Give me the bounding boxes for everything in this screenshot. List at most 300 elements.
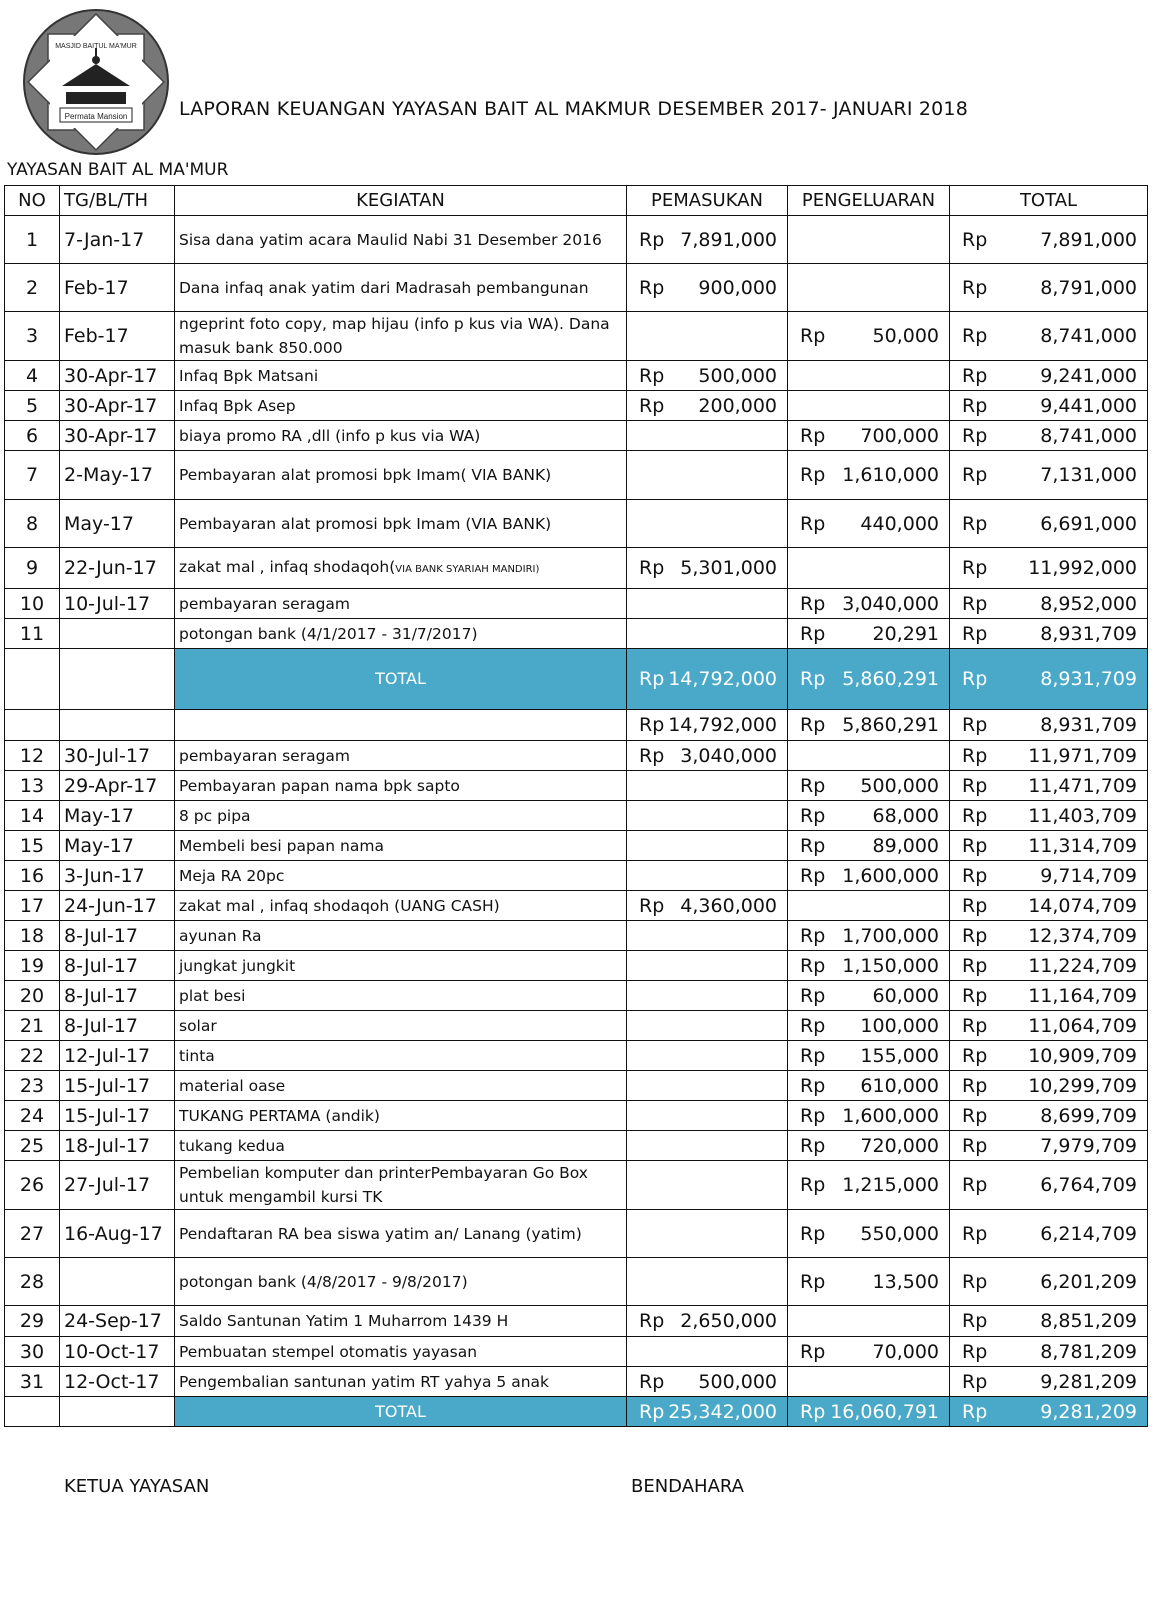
row-date: 8-Jul-17 xyxy=(60,921,175,951)
row-income-amount xyxy=(631,1401,783,1423)
currency-label: Rp xyxy=(639,894,665,917)
row-expense-amount xyxy=(792,593,945,615)
row-number: 11 xyxy=(5,619,60,649)
table-row xyxy=(5,1071,1148,1101)
amount-value: 610,000 xyxy=(860,1074,939,1097)
currency-label: Rp xyxy=(800,1174,826,1196)
row-income-amount xyxy=(631,557,783,579)
row-number: 7 xyxy=(5,451,60,500)
row-expense xyxy=(788,619,950,649)
amount-value: 11,164,709 xyxy=(1028,984,1137,1007)
row-date: 30-Apr-17 xyxy=(60,361,175,391)
table-row xyxy=(5,1011,1148,1041)
row-expense-amount xyxy=(792,1223,945,1245)
table-row xyxy=(5,951,1148,981)
row-total-amount xyxy=(954,464,1143,486)
row-expense xyxy=(788,891,950,921)
currency-label: Rp xyxy=(962,1044,988,1067)
row-income xyxy=(627,589,788,619)
activity-text: Pendaftaran RA bea siswa yatim an/ Lanang (yatim) xyxy=(179,1224,582,1243)
activity-text: pembayaran seragam xyxy=(179,746,351,765)
row-date: 8-Jul-17 xyxy=(60,951,175,981)
amount-value: 8,931,709 xyxy=(1040,622,1137,645)
row-number: 30 xyxy=(5,1337,60,1367)
amount-value: 1,150,000 xyxy=(842,954,939,977)
row-income xyxy=(627,216,788,264)
row-total xyxy=(950,1258,1148,1306)
row-activity xyxy=(175,421,627,451)
row-activity xyxy=(175,391,627,421)
row-number: 19 xyxy=(5,951,60,981)
amount-value: 11,064,709 xyxy=(1028,1014,1137,1037)
amount-value: 9,281,209 xyxy=(1040,1400,1137,1423)
activity-text: Membeli besi papan nama xyxy=(179,836,384,855)
row-income xyxy=(627,1071,788,1101)
row-total xyxy=(950,951,1148,981)
amount-value: 8,791,000 xyxy=(1040,276,1137,299)
row-total xyxy=(950,1397,1148,1427)
row-date: 8-Jul-17 xyxy=(60,1011,175,1041)
currency-label: Rp xyxy=(962,1014,988,1037)
currency-label: Rp xyxy=(962,1400,988,1423)
header-expense: PENGELUARAN xyxy=(788,186,950,216)
currency-label: Rp xyxy=(962,276,988,299)
amount-value: 68,000 xyxy=(872,804,939,827)
table-row xyxy=(5,801,1148,831)
row-total-amount xyxy=(954,865,1143,887)
carried-total-row xyxy=(5,710,1148,741)
row-expense xyxy=(788,1071,950,1101)
amount-value: 8,952,000 xyxy=(1040,592,1137,615)
activity-text: Sisa dana yatim acara Maulid Nabi 31 Desember 2016 xyxy=(179,230,602,249)
row-total xyxy=(950,1101,1148,1131)
row-expense xyxy=(788,1397,950,1427)
row-income xyxy=(627,1337,788,1367)
row-expense-amount xyxy=(792,925,945,947)
header-no: NO xyxy=(5,186,60,216)
activity-text: potongan bank (4/1/2017 - 31/7/2017) xyxy=(179,624,478,643)
activity-text: Infaq Bpk Asep xyxy=(179,396,296,415)
currency-label: Rp xyxy=(962,1104,988,1127)
row-total xyxy=(950,981,1148,1011)
row-total xyxy=(950,1367,1148,1397)
currency-label: Rp xyxy=(962,1370,988,1393)
row-date xyxy=(60,710,175,741)
currency-label: Rp xyxy=(639,1400,665,1423)
chairman-signature-label: KETUA YAYASAN xyxy=(64,1476,210,1497)
row-number: 14 xyxy=(5,801,60,831)
row-income-amount xyxy=(631,229,783,251)
row-date: 24-Sep-17 xyxy=(60,1306,175,1337)
activity-text: Pembayaran alat promosi bpk Imam (VIA BANK) xyxy=(179,514,552,533)
row-income-amount xyxy=(631,1310,783,1332)
currency-label: Rp xyxy=(800,622,826,645)
row-expense-amount xyxy=(792,1015,945,1037)
amount-value: 1,610,000 xyxy=(842,464,939,486)
amount-value: 5,860,291 xyxy=(842,714,939,736)
row-number: 18 xyxy=(5,921,60,951)
row-expense-amount xyxy=(792,1271,945,1293)
row-date: 10-Oct-17 xyxy=(60,1337,175,1367)
row-expense-amount xyxy=(792,714,945,736)
row-total xyxy=(950,771,1148,801)
row-expense-amount xyxy=(792,865,945,887)
amount-value: 8,931,709 xyxy=(1040,668,1137,690)
row-total xyxy=(950,264,1148,312)
row-total-amount xyxy=(954,229,1143,251)
row-total-amount xyxy=(954,1401,1143,1423)
row-date: Feb-17 xyxy=(60,312,175,361)
svg-text:Permata Mansion: Permata Mansion xyxy=(64,112,128,121)
row-expense xyxy=(788,801,950,831)
amount-value: 1,600,000 xyxy=(842,1104,939,1127)
row-number: 8 xyxy=(5,500,60,548)
row-total-amount xyxy=(954,1371,1143,1393)
row-income xyxy=(627,741,788,771)
row-date: 7-Jan-17 xyxy=(60,216,175,264)
amount-value: 70,000 xyxy=(872,1340,939,1363)
row-activity xyxy=(175,1210,627,1258)
row-total-amount xyxy=(954,895,1143,917)
row-activity xyxy=(175,649,627,710)
row-expense xyxy=(788,451,950,500)
currency-label: Rp xyxy=(800,1340,826,1363)
table-row xyxy=(5,361,1148,391)
amount-value: 6,764,709 xyxy=(1040,1174,1137,1196)
row-expense-amount xyxy=(792,775,945,797)
row-expense-amount xyxy=(792,325,945,347)
row-income xyxy=(627,951,788,981)
table-row xyxy=(5,391,1148,421)
amount-value: 440,000 xyxy=(860,512,939,535)
row-income-amount xyxy=(631,745,783,767)
row-date: 16-Aug-17 xyxy=(60,1210,175,1258)
amount-value: 8,931,709 xyxy=(1040,714,1137,736)
row-activity xyxy=(175,1306,627,1337)
amount-value: 11,471,709 xyxy=(1028,774,1137,797)
currency-label: Rp xyxy=(800,424,826,447)
amount-value: 10,909,709 xyxy=(1028,1044,1137,1067)
row-income-amount xyxy=(631,714,783,736)
row-expense-amount xyxy=(792,805,945,827)
currency-label: Rp xyxy=(800,954,826,977)
row-total-amount xyxy=(954,1015,1143,1037)
amount-value: 9,441,000 xyxy=(1040,394,1137,417)
row-income xyxy=(627,921,788,951)
amount-value: 700,000 xyxy=(860,424,939,447)
amount-value: 6,201,209 xyxy=(1040,1270,1137,1293)
header-total: TOTAL xyxy=(950,186,1148,216)
row-expense xyxy=(788,861,950,891)
row-total-amount xyxy=(954,1135,1143,1157)
table-row xyxy=(5,1161,1148,1210)
currency-label: Rp xyxy=(962,424,988,447)
row-total xyxy=(950,619,1148,649)
row-total xyxy=(950,1306,1148,1337)
row-activity xyxy=(175,771,627,801)
row-date: 10-Jul-17 xyxy=(60,589,175,619)
amount-value: 6,214,709 xyxy=(1040,1222,1137,1245)
table-row xyxy=(5,1337,1148,1367)
amount-value: 8,781,209 xyxy=(1040,1340,1137,1363)
row-total xyxy=(950,589,1148,619)
row-total-amount xyxy=(954,365,1143,387)
activity-text: Infaq Bpk Matsani xyxy=(179,366,319,385)
row-expense-amount xyxy=(792,1174,945,1196)
currency-label: Rp xyxy=(962,834,988,857)
row-income xyxy=(627,1210,788,1258)
row-expense xyxy=(788,710,950,741)
currency-label: Rp xyxy=(800,864,826,887)
row-date: 3-Jun-17 xyxy=(60,861,175,891)
table-row xyxy=(5,981,1148,1011)
row-expense-amount xyxy=(792,1135,945,1157)
row-expense xyxy=(788,1041,950,1071)
row-date: 15-Jul-17 xyxy=(60,1101,175,1131)
row-date: 30-Apr-17 xyxy=(60,391,175,421)
table-row xyxy=(5,921,1148,951)
row-number: 9 xyxy=(5,548,60,589)
currency-label: Rp xyxy=(962,804,988,827)
row-activity xyxy=(175,741,627,771)
row-expense-amount xyxy=(792,1075,945,1097)
row-expense xyxy=(788,831,950,861)
row-income xyxy=(627,801,788,831)
row-income-amount xyxy=(631,1371,783,1393)
currency-label: Rp xyxy=(800,1044,826,1067)
activity-text: Pembayaran papan nama bpk sapto xyxy=(179,776,460,795)
activity-text: Saldo Santunan Yatim 1 Muharrom 1439 H xyxy=(179,1312,509,1330)
row-number: 23 xyxy=(5,1071,60,1101)
row-income xyxy=(627,1397,788,1427)
row-activity xyxy=(175,1131,627,1161)
amount-value: 7,891,000 xyxy=(1040,228,1137,251)
currency-label: Rp xyxy=(962,512,988,535)
mosque-logo xyxy=(22,8,170,156)
currency-label: Rp xyxy=(639,668,665,690)
row-expense xyxy=(788,1306,950,1337)
row-activity xyxy=(175,451,627,500)
row-income xyxy=(627,1041,788,1071)
amount-value: 5,301,000 xyxy=(680,557,777,579)
row-total-amount xyxy=(954,593,1143,615)
row-expense xyxy=(788,981,950,1011)
organization-name: YAYASAN BAIT AL MA'MUR xyxy=(7,160,229,180)
row-total-amount xyxy=(954,668,1143,690)
row-activity xyxy=(175,1011,627,1041)
row-total xyxy=(950,451,1148,500)
row-total-amount xyxy=(954,1045,1143,1067)
row-income xyxy=(627,500,788,548)
row-activity xyxy=(175,1041,627,1071)
treasurer-signature-label: BENDAHARA xyxy=(631,1476,744,1497)
amount-value: 8,741,000 xyxy=(1040,424,1137,447)
row-activity xyxy=(175,861,627,891)
amount-value: 1,600,000 xyxy=(842,864,939,887)
currency-label: Rp xyxy=(639,276,665,299)
row-total-amount xyxy=(954,1174,1143,1196)
row-activity xyxy=(175,589,627,619)
row-number: 6 xyxy=(5,421,60,451)
row-total xyxy=(950,391,1148,421)
row-expense-amount xyxy=(792,1105,945,1127)
row-expense-amount xyxy=(792,425,945,447)
amount-value: 50,000 xyxy=(872,325,939,347)
currency-label: Rp xyxy=(962,864,988,887)
row-total xyxy=(950,1011,1148,1041)
row-number: 20 xyxy=(5,981,60,1011)
amount-value: 900,000 xyxy=(698,276,777,299)
amount-value: 500,000 xyxy=(698,1370,777,1393)
table-row xyxy=(5,312,1148,361)
row-expense-amount xyxy=(792,1401,945,1423)
currency-label: Rp xyxy=(800,924,826,947)
activity-text: Pengembalian santunan yatim RT yahya 5 anak xyxy=(179,1372,549,1391)
currency-label: Rp xyxy=(800,1104,826,1127)
row-income xyxy=(627,361,788,391)
row-income xyxy=(627,391,788,421)
row-number: 17 xyxy=(5,891,60,921)
table-row xyxy=(5,1041,1148,1071)
amount-value: 8,699,709 xyxy=(1040,1104,1137,1127)
amount-value: 500,000 xyxy=(860,774,939,797)
amount-value: 100,000 xyxy=(860,1014,939,1037)
row-total xyxy=(950,861,1148,891)
activity-text: pembayaran seragam xyxy=(179,594,351,613)
row-total-amount xyxy=(954,1075,1143,1097)
currency-label: Rp xyxy=(962,668,988,690)
row-activity xyxy=(175,1337,627,1367)
total-row xyxy=(5,649,1148,710)
amount-value: 11,314,709 xyxy=(1028,834,1137,857)
row-income xyxy=(627,1161,788,1210)
currency-label: Rp xyxy=(962,1174,988,1196)
currency-label: Rp xyxy=(800,1270,826,1293)
currency-label: Rp xyxy=(800,714,826,736)
row-total xyxy=(950,801,1148,831)
row-date xyxy=(60,1397,175,1427)
row-total-amount xyxy=(954,325,1143,347)
row-activity xyxy=(175,710,627,741)
table-row xyxy=(5,421,1148,451)
table-row xyxy=(5,891,1148,921)
row-date: 30-Apr-17 xyxy=(60,421,175,451)
row-date: May-17 xyxy=(60,831,175,861)
row-income xyxy=(627,649,788,710)
table-row xyxy=(5,1101,1148,1131)
row-activity xyxy=(175,981,627,1011)
row-activity xyxy=(175,1258,627,1306)
row-expense-amount xyxy=(792,513,945,535)
row-number: 13 xyxy=(5,771,60,801)
amount-value: 5,860,291 xyxy=(842,668,939,690)
activity-text: ayunan Ra xyxy=(179,926,262,945)
row-activity xyxy=(175,801,627,831)
amount-value: 16,060,791 xyxy=(830,1400,939,1423)
activity-text: zakat mal , infaq shodaqoh( xyxy=(179,557,396,576)
row-date: 27-Jul-17 xyxy=(60,1161,175,1210)
row-expense-amount xyxy=(792,1045,945,1067)
row-total xyxy=(950,921,1148,951)
row-number: 28 xyxy=(5,1258,60,1306)
activity-text: Pembelian komputer dan printerPembayaran Go Box untuk mengambil kursi TK xyxy=(179,1164,588,1206)
currency-label: Rp xyxy=(962,394,988,417)
row-expense xyxy=(788,921,950,951)
currency-label: Rp xyxy=(800,325,826,347)
row-total-amount xyxy=(954,277,1143,299)
report-title: LAPORAN KEUANGAN YAYASAN BAIT AL MAKMUR DESEMBER 2017- JANUARI 2018 xyxy=(179,98,969,120)
row-income xyxy=(627,710,788,741)
row-date: 12-Jul-17 xyxy=(60,1041,175,1071)
currency-label: Rp xyxy=(800,512,826,535)
activity-text: tukang kedua xyxy=(179,1136,285,1155)
row-number: 26 xyxy=(5,1161,60,1210)
row-income xyxy=(627,861,788,891)
row-number: 4 xyxy=(5,361,60,391)
row-total xyxy=(950,312,1148,361)
row-total-amount xyxy=(954,623,1143,645)
currency-label: Rp xyxy=(800,774,826,797)
row-total xyxy=(950,361,1148,391)
table-row xyxy=(5,589,1148,619)
row-income-amount xyxy=(631,668,783,690)
row-total-amount xyxy=(954,1341,1143,1363)
row-total xyxy=(950,1161,1148,1210)
amount-value: 8,851,209 xyxy=(1040,1310,1137,1332)
row-expense xyxy=(788,589,950,619)
row-income xyxy=(627,831,788,861)
row-total-amount xyxy=(954,1271,1143,1293)
row-expense xyxy=(788,1131,950,1161)
header-activity: KEGIATAN xyxy=(175,186,627,216)
row-number: 31 xyxy=(5,1367,60,1397)
row-number xyxy=(5,1397,60,1427)
row-total xyxy=(950,831,1148,861)
finance-table xyxy=(4,185,1148,1427)
row-total-amount xyxy=(954,745,1143,767)
currency-label: Rp xyxy=(800,1400,826,1423)
currency-label: Rp xyxy=(639,1310,665,1332)
currency-label: Rp xyxy=(800,1074,826,1097)
row-expense xyxy=(788,741,950,771)
currency-label: Rp xyxy=(800,1134,826,1157)
currency-label: Rp xyxy=(639,394,665,417)
amount-value: 550,000 xyxy=(860,1222,939,1245)
row-income xyxy=(627,421,788,451)
row-total-amount xyxy=(954,925,1143,947)
currency-label: Rp xyxy=(639,744,665,767)
amount-value: 200,000 xyxy=(698,394,777,417)
table-row xyxy=(5,500,1148,548)
currency-label: Rp xyxy=(962,592,988,615)
row-total xyxy=(950,1071,1148,1101)
row-total xyxy=(950,1337,1148,1367)
currency-label: Rp xyxy=(800,668,826,690)
row-income xyxy=(627,312,788,361)
table-row xyxy=(5,548,1148,589)
amount-value: 14,074,709 xyxy=(1028,894,1137,917)
row-expense xyxy=(788,1161,950,1210)
row-total-amount xyxy=(954,955,1143,977)
currency-label: Rp xyxy=(962,364,988,387)
activity-text: tinta xyxy=(179,1046,215,1065)
row-number: 2 xyxy=(5,264,60,312)
row-income-amount xyxy=(631,895,783,917)
row-total xyxy=(950,1131,1148,1161)
amount-value: 12,374,709 xyxy=(1028,924,1137,947)
currency-label: Rp xyxy=(962,954,988,977)
row-activity xyxy=(175,619,627,649)
